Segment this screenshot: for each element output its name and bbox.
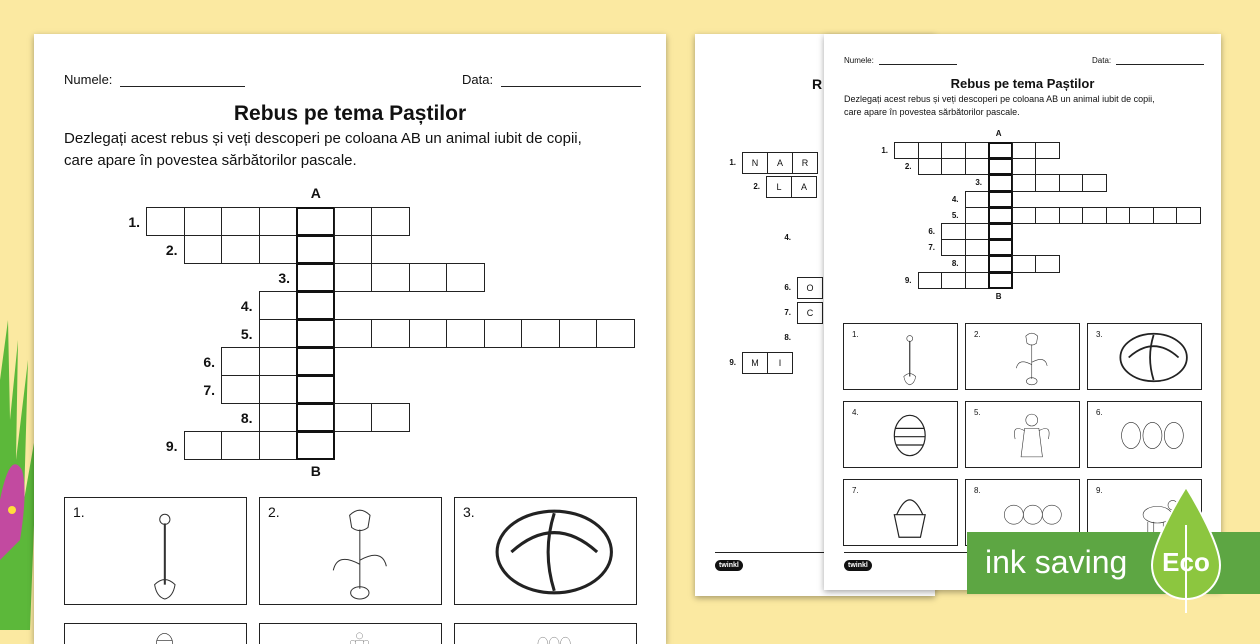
crossword-cell[interactable] (559, 319, 598, 348)
picture-clue-number: 1. (852, 330, 859, 339)
preview-instructions-line-2: care apare în povestea sărbătorilor pascale. (844, 107, 1020, 118)
crossword-cell[interactable] (259, 431, 298, 460)
crossword-cell[interactable] (1082, 207, 1107, 224)
answer-column-cell[interactable] (296, 431, 335, 460)
crossword-cell[interactable] (334, 263, 373, 292)
crossword-cell[interactable] (965, 239, 990, 256)
tulip-icon (1008, 329, 1056, 386)
basket-icon (886, 485, 934, 542)
crossword-cell[interactable] (1012, 142, 1037, 159)
crossword-cell[interactable] (409, 263, 448, 292)
crossword-cell[interactable] (259, 403, 298, 432)
crossword-cell[interactable] (334, 319, 373, 348)
date-field (462, 72, 641, 87)
crossword-cell[interactable] (1059, 174, 1084, 191)
fairy-icon (1008, 407, 1056, 464)
egg-icon (886, 407, 934, 464)
crossword-cell[interactable] (965, 191, 990, 208)
crossword-cell[interactable] (184, 207, 223, 236)
crossword-cell[interactable] (1012, 255, 1037, 272)
date-line[interactable] (501, 86, 641, 87)
picture-clue-number: 9. (1096, 486, 1103, 495)
picture-clue-number: 2. (268, 504, 280, 520)
fairy-icon (347, 629, 372, 644)
answer-column-cell[interactable] (296, 375, 335, 404)
answer-row-number: 6. (784, 283, 791, 292)
preview-name-field (844, 56, 957, 65)
answer-column-cell[interactable] (296, 319, 335, 348)
crossword-cell[interactable] (1082, 174, 1107, 191)
crossword-cell[interactable] (941, 142, 966, 159)
crossword-cell[interactable] (596, 319, 635, 348)
row-number: 4. (951, 194, 959, 204)
answer-row-number: 1. (729, 158, 736, 167)
flower-icon (886, 329, 934, 386)
answer-column-cell[interactable] (988, 207, 1013, 224)
crossword-cell[interactable] (1012, 207, 1037, 224)
crossword-cell[interactable] (918, 142, 943, 159)
picture-clue-box (843, 323, 958, 390)
crossword-cell[interactable] (221, 375, 260, 404)
answer-row-number: 4. (784, 233, 791, 242)
crossword-cell[interactable] (941, 223, 966, 240)
crossword-cell[interactable] (184, 235, 223, 264)
crossword-cell[interactable] (1035, 142, 1060, 159)
picture-clue-number: 1. (73, 504, 85, 520)
eggs-icon (536, 629, 574, 644)
crossword-cell[interactable] (941, 158, 966, 175)
picture-clue-box (843, 401, 958, 468)
crossword-cell[interactable] (941, 272, 966, 289)
crossword-cell[interactable] (146, 207, 185, 236)
answer-letter-cell: I (767, 352, 793, 374)
answer-column-cell[interactable] (988, 272, 1013, 289)
crossword-cell[interactable] (521, 319, 560, 348)
answer-letter-cell: C (797, 302, 823, 324)
column-label-a: A (995, 129, 1002, 139)
worksheet-page (34, 34, 666, 644)
crossword-cell[interactable] (259, 291, 298, 320)
picture-clue-number: 8. (974, 486, 981, 495)
crossword-cell[interactable] (965, 272, 990, 289)
bun-icon (493, 503, 616, 601)
crossword-cell[interactable] (334, 403, 373, 432)
crossword-cell[interactable] (965, 142, 990, 159)
eggs-icon (1118, 407, 1189, 464)
name-label: Numele: (64, 72, 113, 87)
preview-date-label: Data: (1092, 56, 1112, 65)
name-line[interactable] (120, 86, 245, 87)
row-number: 9. (904, 275, 912, 285)
answer-column-cell[interactable] (988, 223, 1013, 240)
answer-sheet-title-fragment: R (812, 76, 823, 92)
egg-icon (152, 629, 177, 644)
answer-letter-cell: A (791, 176, 817, 198)
picture-clue-box (965, 401, 1080, 468)
picture-clue-box (259, 623, 442, 644)
answer-column-cell[interactable] (988, 142, 1013, 159)
row-number: 1. (128, 214, 140, 230)
crossword-cell[interactable] (965, 223, 990, 240)
flower-icon (124, 503, 206, 601)
row-number: 5. (240, 326, 253, 342)
answer-row-number: 2. (753, 182, 760, 191)
row-number: 7. (203, 382, 215, 398)
crossword-cell[interactable] (1153, 207, 1178, 224)
name-field (64, 72, 245, 87)
crossword-cell[interactable] (965, 158, 990, 175)
picture-clue-box (454, 497, 637, 605)
crossword-cell[interactable] (259, 207, 298, 236)
picture-clue-box (1087, 401, 1202, 468)
answer-column-cell[interactable] (296, 347, 335, 376)
date-label: Data: (462, 72, 494, 87)
answer-letter-cell: M (742, 352, 768, 374)
answer-row-number: 7. (784, 308, 791, 317)
answer-letter-cell: L (766, 176, 792, 198)
row-number: 2. (904, 162, 912, 172)
crossword-cell[interactable] (259, 347, 298, 376)
preview-twinkl-logo: twinkl (844, 560, 872, 571)
instructions-line-2: care apare în povestea sărbătorilor pascale. (64, 151, 357, 169)
picture-clue-number: 3. (1096, 330, 1103, 339)
crossword-cell[interactable] (259, 235, 298, 264)
row-number: 9. (165, 438, 178, 454)
preview-instructions (844, 93, 1155, 119)
row-number: 7. (928, 243, 935, 253)
page-title: Rebus pe tema Paștilor (233, 102, 467, 125)
picture-clue-number: 4. (852, 408, 859, 417)
answer-column-cell[interactable] (988, 255, 1013, 272)
bun-icon (1118, 329, 1189, 386)
crossword-cell[interactable] (1012, 158, 1037, 175)
crossword-cell[interactable] (1176, 207, 1201, 224)
preview-instructions-line-1: Dezlegați acest rebus și veți descoperi pe coloana AB un animal iubit de copii, (844, 94, 1155, 104)
picture-clue-box (259, 497, 442, 605)
preview-date-line[interactable] (1116, 64, 1204, 65)
answer-letter-cell: O (797, 277, 823, 299)
instructions-line-1: Dezlegați acest rebus și veți descoperi pe coloana AB un animal iubit de copii, (64, 130, 582, 147)
crossword-cell[interactable] (446, 319, 485, 348)
crossword-cell[interactable] (371, 319, 410, 348)
crossword-cell[interactable] (221, 235, 260, 264)
answer-row-number: 9. (729, 358, 736, 367)
answer-column-cell[interactable] (296, 235, 335, 264)
answer-column-cell[interactable] (988, 158, 1013, 175)
row-number: 6. (928, 227, 935, 237)
crossword-cell[interactable] (941, 239, 966, 256)
picture-clue-box (1087, 323, 1202, 390)
answer-column-cell[interactable] (296, 291, 335, 320)
picture-clue-box (965, 323, 1080, 390)
picture-clue-number: 2. (974, 330, 981, 339)
crossword-cell[interactable] (221, 347, 260, 376)
row-number: 1. (881, 146, 888, 156)
picture-clue-number: 5. (974, 408, 981, 417)
column-label-b: B (310, 463, 321, 479)
crossword-cell[interactable] (1129, 207, 1154, 224)
crossword-cell[interactable] (334, 207, 373, 236)
preview-name-line[interactable] (879, 64, 957, 65)
crossword-cell[interactable] (484, 319, 523, 348)
picture-clue-number: 7. (852, 486, 859, 495)
crossword-cell[interactable] (918, 272, 943, 289)
row-number: 4. (240, 298, 253, 314)
answer-column-cell[interactable] (988, 191, 1013, 208)
crossword-cell[interactable] (894, 142, 919, 159)
instructions (64, 128, 582, 172)
twinkl-logo: twinkl (715, 560, 743, 571)
row-number: 2. (165, 242, 178, 258)
answer-column-cell[interactable] (296, 263, 335, 292)
crossword-cell[interactable] (965, 207, 990, 224)
tulip-icon (319, 503, 401, 601)
preview-date-field (1092, 56, 1204, 65)
crossword-cell[interactable] (965, 255, 990, 272)
crossword-cell[interactable] (1106, 207, 1131, 224)
crossword-cell[interactable] (1059, 207, 1084, 224)
column-label-b: B (995, 291, 1002, 301)
answer-column-cell[interactable] (296, 403, 335, 432)
crossword-cell[interactable] (221, 207, 260, 236)
answer-letter-cell: R (792, 152, 818, 174)
preview-name-label: Numele: (844, 56, 874, 65)
answer-column-cell[interactable] (296, 207, 335, 236)
answer-column-cell[interactable] (988, 174, 1013, 191)
ink-saving-label: ink saving (985, 544, 1128, 580)
answer-letter-cell: N (742, 152, 768, 174)
answer-row-number: 8. (784, 333, 791, 342)
picture-clue-number: 3. (463, 504, 475, 520)
crossword-cell[interactable] (371, 207, 410, 236)
crossword-cell[interactable] (221, 431, 260, 460)
row-number: 8. (951, 259, 959, 269)
crossword-cell[interactable] (1035, 255, 1060, 272)
row-number: 3. (278, 270, 290, 286)
crossword-cell[interactable] (371, 403, 410, 432)
crossword-cell[interactable] (409, 319, 448, 348)
answer-column-cell[interactable] (988, 239, 1013, 256)
picture-clue-box (64, 623, 247, 644)
preview-title: Rebus pe tema Paștilor (950, 76, 1095, 91)
crossword-cell[interactable] (259, 375, 298, 404)
crossword-cell[interactable] (918, 158, 943, 175)
row-number: 6. (203, 354, 215, 370)
crossword-cell[interactable] (1035, 174, 1060, 191)
picture-clue-number: 6. (1096, 408, 1103, 417)
crossword-cell[interactable] (334, 235, 373, 264)
crossword-cell[interactable] (446, 263, 485, 292)
crossword-cell[interactable] (1012, 174, 1037, 191)
answer-letter-cell: A (767, 152, 793, 174)
row-number: 5. (951, 210, 959, 220)
picture-clue-box (64, 497, 247, 605)
row-number: 8. (240, 410, 253, 426)
picture-clue-box (843, 479, 958, 546)
crossword-cell[interactable] (371, 263, 410, 292)
crossword-cell[interactable] (1035, 207, 1060, 224)
picture-clue-box (454, 623, 637, 644)
column-label-a: A (310, 184, 321, 201)
crossword-cell[interactable] (259, 319, 298, 348)
crossword-cell[interactable] (184, 431, 223, 460)
row-number: 3. (975, 178, 982, 188)
eco-drop-icon (1148, 485, 1224, 615)
eco-label: Eco (1162, 547, 1210, 577)
